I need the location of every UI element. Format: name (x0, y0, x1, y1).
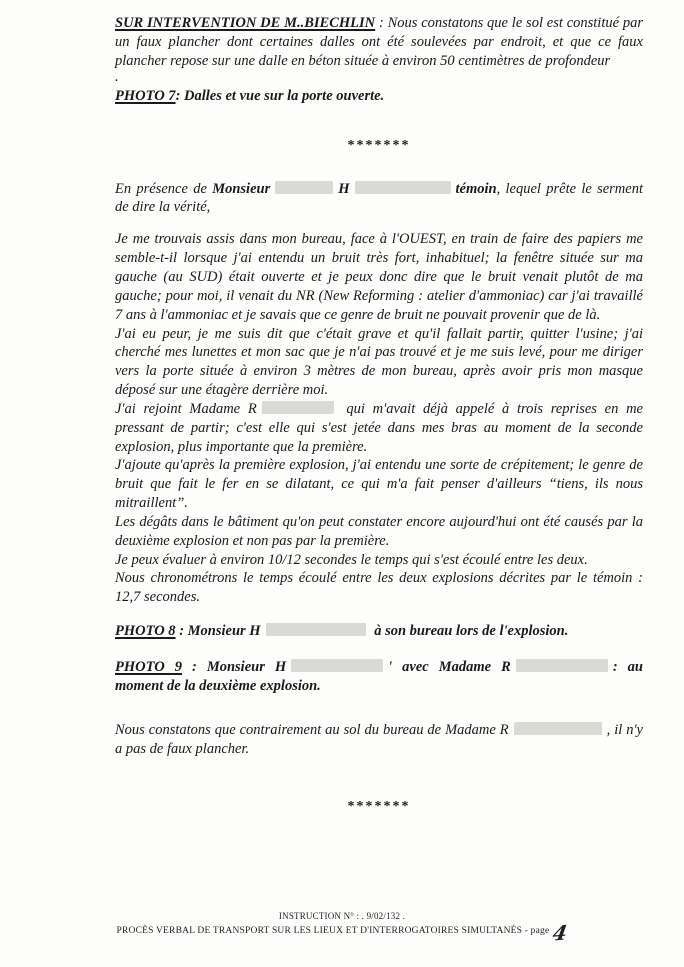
handwritten-page-number: 4 (551, 920, 570, 946)
testimony-paragraph-1: Je me trouvais assis dans mon bureau, face à l'OUEST, en train de faire des papiers me semble-t-il lorsque j'ai entendu un bruit très fort, inhabituel; la fenêtre située sur ma gauche (au SUD) était ouverte et je peux donc dire que le bruit venait plutôt de ma gauche; pour moi, il venait du NR (New Reforming : atelier d'ammoniac) car j'ai travaillé 7 ans à l'ammoniac et je savais que ce genre de bruit ne pouvait provenir que de là. (115, 231, 643, 323)
footer-title-text: PROCÈS VERBAL DE TRANSPORT SUR LES LIEUX ET D'INTERROGATOIRES SIMULTANÉS - page (116, 926, 550, 936)
testimony-paragraph-5: Les dégâts dans le bâtiment qu'on peut constater encore aujourd'hui ont été causés par la deuxième explosion et non pas par la première. (115, 513, 643, 549)
presence-temoin: témoin (455, 180, 497, 197)
redaction-box (266, 623, 366, 636)
presence-monsieur: Monsieur (212, 180, 271, 197)
testimony-block (115, 230, 643, 607)
testimony-p3-lead: J'ai rejoint Madame R (115, 400, 257, 417)
stray-period: . (115, 68, 119, 85)
redaction-box (514, 722, 602, 735)
photo7-caption (115, 87, 643, 106)
section-separator-top: ******* (347, 138, 411, 154)
closing-tail: , il n'y a pas de faux plancher. (115, 721, 643, 757)
footer-instruction-line: INSTRUCTION N° : . 9/02/132 . (278, 911, 406, 921)
photo9-label: PHOTO 9 (115, 659, 182, 676)
testimony-paragraph-2: J'ai eu peur, je me suis dit que c'était grave et qu'il fallait partir, quitter l'usine; j'ai cherché mes lunettes et mon sac que je n'ai pas trouvé et je me suis levé, pour me diriger vers la porte située à environ 3 mètres de mon bureau, après avoir pris mon masque déposé sur une étagère derrière moi. (115, 325, 643, 399)
redaction-box (262, 401, 334, 414)
presence-tail: , lequel prête le serment de dire la vérité, (115, 180, 643, 216)
section-separator-bottom: ******* (347, 799, 411, 815)
page-footer (0, 911, 684, 945)
photo9-lead: : Monsieur H (181, 659, 287, 676)
photo8-caption (115, 622, 643, 641)
testimony-paragraph-3 (115, 400, 643, 457)
photo8-label: PHOTO 8 (115, 623, 176, 640)
testimony-paragraph-7: Nous chronométrons le temps écoulé entre les deux explosions décrites par le témoin : 12,7 secondes. (115, 570, 643, 606)
redaction-box (516, 659, 608, 672)
document-content (115, 14, 643, 817)
testimony-paragraph-4: J'ajoute qu'après la première explosion, j'ai entendu une sorte de crépitement; le genre de bruit que fait le fer en se dilatant, ce qui m'a fait penser d'ailleurs “tiens, ils nous mitraillent”. (115, 457, 643, 512)
photo9-tail: : au moment de la deuxième explosion. (115, 659, 643, 694)
testimony-p3-tail: qui m'avait déjà appelé à trois reprises en me pressant de partir; c'est elle qui s'est jetée dans mes bras au moment de la seconde explosion, plus importante que la première. (115, 400, 643, 455)
photo7-text: : Dalles et vue sur la porte ouverte. (175, 87, 385, 104)
redaction-box (355, 181, 451, 194)
redaction-box (291, 659, 383, 672)
photo8-tail: à son bureau lors de l'explosion. (370, 623, 569, 640)
closing-lead: Nous constatons que contrairement au sol du bureau de Madame R (115, 721, 509, 738)
intervention-paragraph (115, 14, 643, 71)
photo9-caption (115, 658, 643, 696)
footer-title-line (0, 921, 684, 945)
presence-lead: En présence de (115, 180, 213, 197)
intervention-heading: SUR INTERVENTION DE M..BIECHLIN (115, 15, 376, 31)
photo9-mid: ' avec Madame R (388, 659, 511, 676)
intervention-body: : Nous constatons que le sol est constitué par un faux plancher dont certaines dalles ont été soulevées par endroit, et que ce faux plancher repose sur une dalle en béton située à environ 50 centimètres de profondeur (115, 15, 643, 69)
redaction-box (275, 181, 333, 194)
presence-initial: H (338, 180, 350, 197)
closing-paragraph (115, 721, 643, 759)
testimony-paragraph-6: Je peux évaluer à environ 10/12 secondes le temps qui s'est écoulé entre les deux. (115, 551, 588, 568)
presence-line (115, 180, 643, 218)
photo8-lead: : Monsieur H (175, 623, 261, 640)
photo7-label: PHOTO 7 (115, 87, 176, 104)
